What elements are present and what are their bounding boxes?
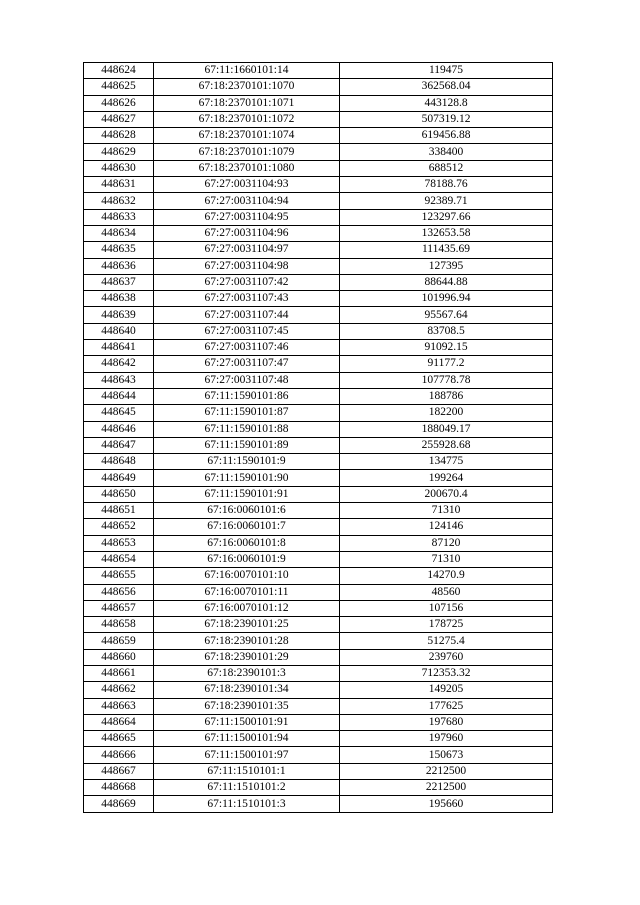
cadastral-number-cell: 67:27:0031104:94 [154, 193, 340, 209]
cadastral-number-cell: 67:27:0031104:97 [154, 242, 340, 258]
row-id-cell: 448647 [84, 437, 154, 453]
cadastral-number-cell: 67:16:0070101:12 [154, 600, 340, 616]
value-cell: 188786 [340, 388, 553, 404]
value-cell: 182200 [340, 405, 553, 421]
table-row [84, 437, 553, 453]
value-cell: 197680 [340, 714, 553, 730]
cadastral-number-cell: 67:11:1660101:14 [154, 63, 340, 79]
row-id-cell: 448629 [84, 144, 154, 160]
value-cell: 712353.32 [340, 665, 553, 681]
row-id-cell: 448638 [84, 291, 154, 307]
cadastral-number-cell: 67:27:0031107:48 [154, 372, 340, 388]
value-cell: 51275.4 [340, 633, 553, 649]
value-cell: 124146 [340, 519, 553, 535]
row-id-cell: 448666 [84, 747, 154, 763]
table-row [84, 551, 553, 567]
table-row [84, 63, 553, 79]
value-cell: 199264 [340, 470, 553, 486]
value-cell: 2212500 [340, 780, 553, 796]
value-cell: 619456.88 [340, 128, 553, 144]
cadastral-number-cell: 67:18:2370101:1071 [154, 95, 340, 111]
table-row [84, 291, 553, 307]
row-id-cell: 448635 [84, 242, 154, 258]
table-row [84, 714, 553, 730]
row-id-cell: 448652 [84, 519, 154, 535]
cadastral-number-cell: 67:27:0031107:45 [154, 323, 340, 339]
value-cell: 14270.9 [340, 568, 553, 584]
value-cell: 195660 [340, 796, 553, 812]
row-id-cell: 448626 [84, 95, 154, 111]
cadastral-number-cell: 67:18:2370101:1080 [154, 160, 340, 176]
value-cell: 111435.69 [340, 242, 553, 258]
cadastral-number-cell: 67:27:0031107:47 [154, 356, 340, 372]
value-cell: 149205 [340, 682, 553, 698]
row-id-cell: 448655 [84, 568, 154, 584]
row-id-cell: 448648 [84, 454, 154, 470]
cadastral-number-cell: 67:16:0060101:7 [154, 519, 340, 535]
value-cell: 507319.12 [340, 111, 553, 127]
table-row [84, 340, 553, 356]
row-id-cell: 448625 [84, 79, 154, 95]
table-row [84, 225, 553, 241]
table-row [84, 356, 553, 372]
table-body [84, 63, 553, 813]
table-row [84, 405, 553, 421]
table-row [84, 584, 553, 600]
row-id-cell: 448640 [84, 323, 154, 339]
table-row [84, 128, 553, 144]
table-row [84, 323, 553, 339]
cadastral-number-cell: 67:27:0031107:42 [154, 274, 340, 290]
table-row [84, 763, 553, 779]
value-cell: 255928.68 [340, 437, 553, 453]
data-table [83, 62, 553, 813]
row-id-cell: 448633 [84, 209, 154, 225]
table-row [84, 665, 553, 681]
cadastral-number-cell: 67:18:2390101:28 [154, 633, 340, 649]
row-id-cell: 448646 [84, 421, 154, 437]
row-id-cell: 448656 [84, 584, 154, 600]
cadastral-number-cell: 67:11:1510101:3 [154, 796, 340, 812]
table-row [84, 600, 553, 616]
row-id-cell: 448669 [84, 796, 154, 812]
cadastral-number-cell: 67:18:2390101:35 [154, 698, 340, 714]
row-id-cell: 448628 [84, 128, 154, 144]
cadastral-number-cell: 67:11:1510101:2 [154, 780, 340, 796]
cadastral-number-cell: 67:16:0070101:10 [154, 568, 340, 584]
value-cell: 362568.04 [340, 79, 553, 95]
value-cell: 71310 [340, 503, 553, 519]
table-row [84, 470, 553, 486]
cadastral-number-cell: 67:11:1500101:91 [154, 714, 340, 730]
value-cell: 107778.78 [340, 372, 553, 388]
cadastral-number-cell: 67:27:0031107:43 [154, 291, 340, 307]
value-cell: 150673 [340, 747, 553, 763]
cadastral-number-cell: 67:18:2390101:25 [154, 617, 340, 633]
row-id-cell: 448627 [84, 111, 154, 127]
cadastral-number-cell: 67:11:1590101:90 [154, 470, 340, 486]
cadastral-number-cell: 67:27:0031104:96 [154, 225, 340, 241]
row-id-cell: 448660 [84, 649, 154, 665]
row-id-cell: 448659 [84, 633, 154, 649]
row-id-cell: 448624 [84, 63, 154, 79]
value-cell: 119475 [340, 63, 553, 79]
table-row [84, 421, 553, 437]
value-cell: 239760 [340, 649, 553, 665]
cadastral-number-cell: 67:11:1510101:1 [154, 763, 340, 779]
table-row [84, 193, 553, 209]
cadastral-number-cell: 67:11:1590101:87 [154, 405, 340, 421]
value-cell: 200670.4 [340, 486, 553, 502]
cadastral-number-cell: 67:18:2390101:29 [154, 649, 340, 665]
table-row [84, 258, 553, 274]
row-id-cell: 448651 [84, 503, 154, 519]
row-id-cell: 448650 [84, 486, 154, 502]
row-id-cell: 448653 [84, 535, 154, 551]
table-row [84, 372, 553, 388]
value-cell: 95567.64 [340, 307, 553, 323]
value-cell: 71310 [340, 551, 553, 567]
row-id-cell: 448637 [84, 274, 154, 290]
cadastral-number-cell: 67:11:1590101:88 [154, 421, 340, 437]
row-id-cell: 448663 [84, 698, 154, 714]
value-cell: 197960 [340, 731, 553, 747]
value-cell: 48560 [340, 584, 553, 600]
cadastral-number-cell: 67:27:0031104:95 [154, 209, 340, 225]
row-id-cell: 448632 [84, 193, 154, 209]
row-id-cell: 448657 [84, 600, 154, 616]
row-id-cell: 448639 [84, 307, 154, 323]
table-row [84, 307, 553, 323]
table-row [84, 111, 553, 127]
value-cell: 127395 [340, 258, 553, 274]
table-row [84, 617, 553, 633]
table-row [84, 242, 553, 258]
value-cell: 688512 [340, 160, 553, 176]
cadastral-number-cell: 67:16:0060101:8 [154, 535, 340, 551]
value-cell: 188049.17 [340, 421, 553, 437]
table-row [84, 633, 553, 649]
row-id-cell: 448642 [84, 356, 154, 372]
row-id-cell: 448641 [84, 340, 154, 356]
table-row [84, 568, 553, 584]
cadastral-number-cell: 67:27:0031107:44 [154, 307, 340, 323]
row-id-cell: 448664 [84, 714, 154, 730]
table-row [84, 160, 553, 176]
table-row [84, 144, 553, 160]
table-row [84, 486, 553, 502]
table-row [84, 649, 553, 665]
table-row [84, 209, 553, 225]
value-cell: 92389.71 [340, 193, 553, 209]
table-row [84, 95, 553, 111]
table-row [84, 747, 553, 763]
row-id-cell: 448631 [84, 177, 154, 193]
cadastral-number-cell: 67:18:2390101:34 [154, 682, 340, 698]
value-cell: 178725 [340, 617, 553, 633]
cadastral-number-cell: 67:18:2390101:3 [154, 665, 340, 681]
value-cell: 83708.5 [340, 323, 553, 339]
cadastral-number-cell: 67:11:1590101:89 [154, 437, 340, 453]
value-cell: 78188.76 [340, 177, 553, 193]
row-id-cell: 448634 [84, 225, 154, 241]
cadastral-number-cell: 67:16:0060101:6 [154, 503, 340, 519]
row-id-cell: 448636 [84, 258, 154, 274]
table-row [84, 731, 553, 747]
cadastral-number-cell: 67:27:0031104:93 [154, 177, 340, 193]
cadastral-number-cell: 67:18:2370101:1070 [154, 79, 340, 95]
table-row [84, 503, 553, 519]
cadastral-number-cell: 67:18:2370101:1079 [154, 144, 340, 160]
cadastral-number-cell: 67:11:1590101:9 [154, 454, 340, 470]
table-row [84, 535, 553, 551]
table-row [84, 698, 553, 714]
value-cell: 132653.58 [340, 225, 553, 241]
cadastral-number-cell: 67:27:0031104:98 [154, 258, 340, 274]
cadastral-number-cell: 67:16:0070101:11 [154, 584, 340, 600]
value-cell: 2212500 [340, 763, 553, 779]
row-id-cell: 448661 [84, 665, 154, 681]
value-cell: 87120 [340, 535, 553, 551]
value-cell: 101996.94 [340, 291, 553, 307]
cadastral-number-cell: 67:11:1500101:97 [154, 747, 340, 763]
value-cell: 134775 [340, 454, 553, 470]
row-id-cell: 448658 [84, 617, 154, 633]
value-cell: 88644.88 [340, 274, 553, 290]
row-id-cell: 448643 [84, 372, 154, 388]
row-id-cell: 448630 [84, 160, 154, 176]
value-cell: 107156 [340, 600, 553, 616]
row-id-cell: 448667 [84, 763, 154, 779]
cadastral-number-cell: 67:18:2370101:1074 [154, 128, 340, 144]
value-cell: 91092.15 [340, 340, 553, 356]
table-row [84, 780, 553, 796]
table-row [84, 682, 553, 698]
value-cell: 443128.8 [340, 95, 553, 111]
row-id-cell: 448665 [84, 731, 154, 747]
value-cell: 123297.66 [340, 209, 553, 225]
row-id-cell: 448662 [84, 682, 154, 698]
table-row [84, 274, 553, 290]
table-row [84, 454, 553, 470]
table-row [84, 79, 553, 95]
cadastral-number-cell: 67:27:0031107:46 [154, 340, 340, 356]
cadastral-number-cell: 67:18:2370101:1072 [154, 111, 340, 127]
table-row [84, 796, 553, 812]
row-id-cell: 448654 [84, 551, 154, 567]
row-id-cell: 448645 [84, 405, 154, 421]
row-id-cell: 448649 [84, 470, 154, 486]
row-id-cell: 448668 [84, 780, 154, 796]
value-cell: 177625 [340, 698, 553, 714]
cadastral-number-cell: 67:11:1590101:86 [154, 388, 340, 404]
cadastral-number-cell: 67:11:1590101:91 [154, 486, 340, 502]
row-id-cell: 448644 [84, 388, 154, 404]
table-row [84, 177, 553, 193]
cadastral-number-cell: 67:16:0060101:9 [154, 551, 340, 567]
value-cell: 91177.2 [340, 356, 553, 372]
cadastral-number-cell: 67:11:1500101:94 [154, 731, 340, 747]
table-row [84, 388, 553, 404]
value-cell: 338400 [340, 144, 553, 160]
table-row [84, 519, 553, 535]
